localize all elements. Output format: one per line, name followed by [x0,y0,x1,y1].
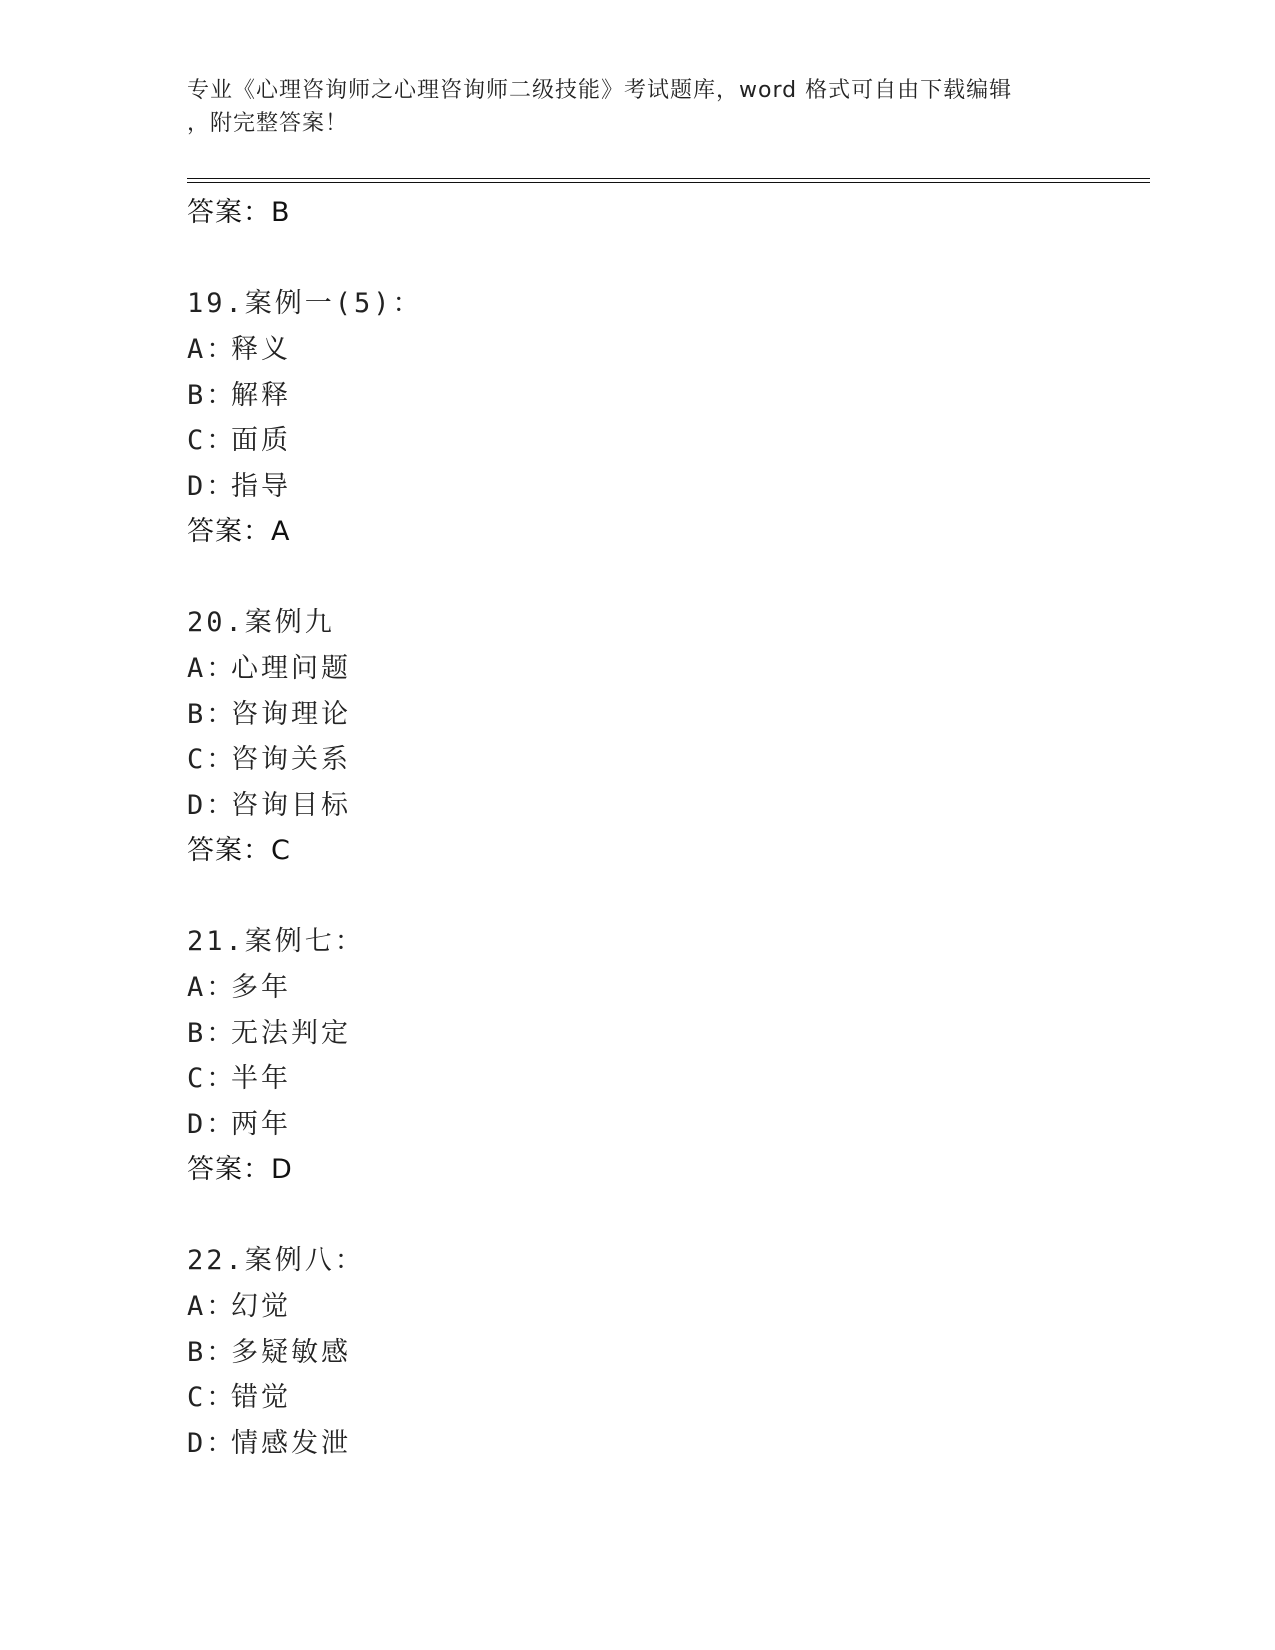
option-b [187,1011,1137,1057]
option-letter: D： [187,1108,237,1140]
header-line-2: ，附完整答案！ [187,111,349,136]
option-a [187,646,1137,692]
option-text: 多疑敏感 [231,1336,351,1368]
option-text: 半年 [231,1063,291,1094]
option-letter: C： [187,1382,237,1413]
option-letter: C： [187,744,237,775]
option-text: 幻觉 [231,1291,291,1322]
question-title: 20.案例九 [187,607,335,638]
option-c [187,418,1137,464]
document-header [187,74,1087,140]
option-text: 多年 [231,972,291,1003]
spacer [187,1193,1137,1238]
option-d [187,1421,1137,1467]
spacer [187,874,1137,919]
option-letter: A： [187,653,237,684]
option-c [187,737,1137,783]
header-line-1: 专业《心理咨询师之心理咨询师二级技能》考试题库，word 格式可自由下载编辑 [187,78,1013,103]
option-text: 咨询目标 [231,789,351,821]
question-title: 19.案例一(5)： [187,288,423,319]
answer-line: 答案：C [187,835,291,866]
option-letter: D： [187,1427,237,1459]
spacer [187,555,1137,600]
option-b [187,373,1137,419]
option-letter: B： [187,698,237,730]
option-b [187,692,1137,738]
option-letter: A： [187,1291,237,1322]
option-text: 心理问题 [231,653,351,684]
option-text: 解释 [231,379,291,411]
header-divider-top [187,178,1150,179]
spacer [187,236,1137,281]
question-title: 21.案例七： [187,926,365,957]
option-letter: B： [187,379,237,411]
option-text: 释义 [231,334,291,365]
question-title: 22.案例八： [187,1245,365,1276]
option-text: 错觉 [231,1382,291,1413]
option-d [187,464,1137,510]
option-letter: B： [187,1336,237,1368]
option-letter: C： [187,425,237,456]
option-d [187,1102,1137,1148]
header-divider-bottom [187,182,1150,183]
option-letter: A： [187,334,237,365]
option-a [187,1284,1137,1330]
option-letter: D： [187,470,237,502]
option-letter: A： [187,972,237,1003]
option-text: 指导 [231,470,291,502]
option-text: 两年 [231,1108,291,1140]
option-letter: D： [187,789,237,821]
option-a [187,327,1137,373]
option-b [187,1330,1137,1376]
option-text: 咨询关系 [231,744,351,775]
option-d [187,783,1137,829]
option-c [187,1375,1137,1421]
answer-line: 答案：B [187,197,291,228]
option-c [187,1056,1137,1102]
answer-line: 答案：D [187,1154,293,1185]
option-text: 咨询理论 [231,698,351,730]
option-text: 情感发泄 [231,1427,351,1459]
option-letter: C： [187,1063,237,1094]
option-letter: B： [187,1017,237,1049]
option-a [187,965,1137,1011]
answer-line: 答案：A [187,516,291,547]
option-text: 无法判定 [231,1017,351,1049]
question-list [187,190,1137,1466]
option-text: 面质 [231,425,291,456]
